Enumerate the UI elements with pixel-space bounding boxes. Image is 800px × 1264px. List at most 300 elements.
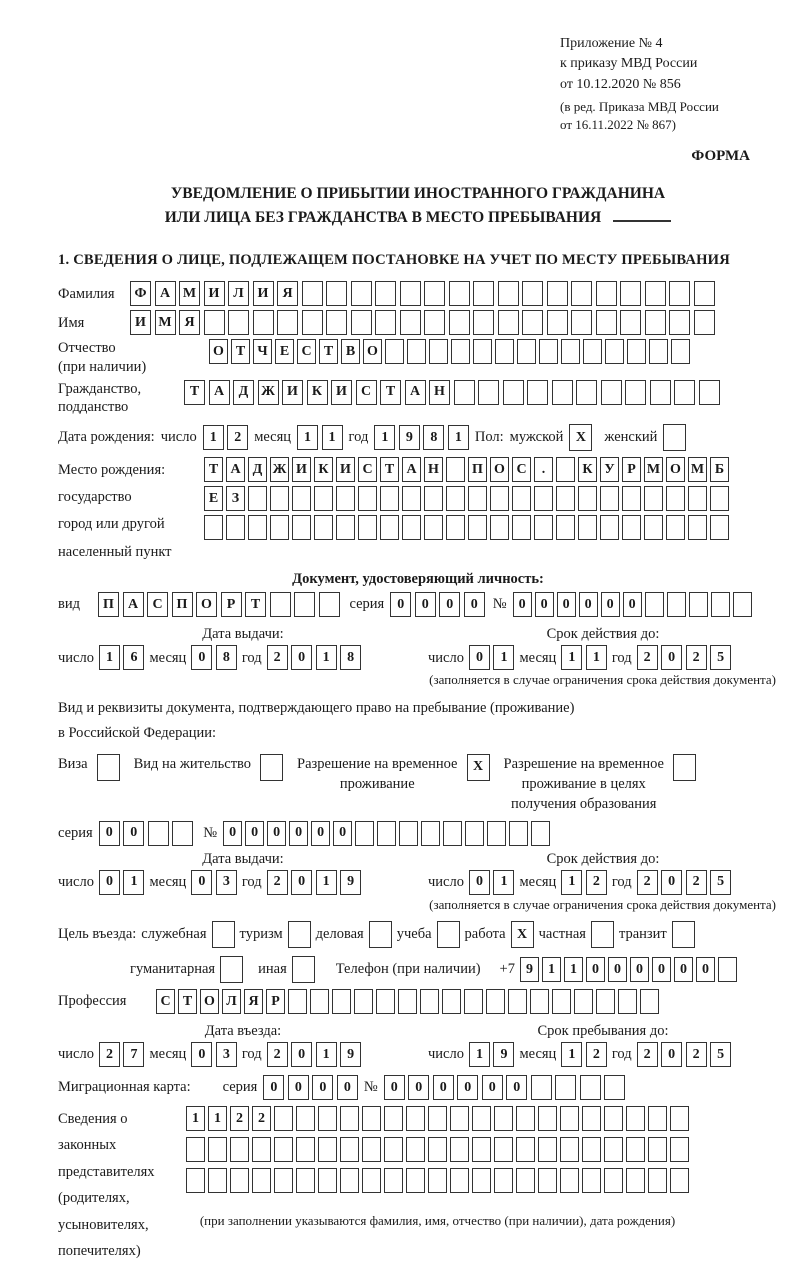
char-box[interactable]: 9 <box>340 1042 361 1067</box>
char-box[interactable] <box>522 310 543 335</box>
char-box[interactable] <box>449 310 470 335</box>
char-box[interactable] <box>442 989 461 1014</box>
char-box[interactable]: 1 <box>316 870 337 895</box>
char-box[interactable] <box>622 515 641 540</box>
char-box[interactable] <box>509 821 528 846</box>
char-box[interactable] <box>645 310 666 335</box>
char-box[interactable] <box>694 310 715 335</box>
char-box[interactable]: П <box>468 457 487 482</box>
char-box[interactable] <box>710 515 729 540</box>
char-box[interactable]: 8 <box>216 645 237 670</box>
char-box[interactable] <box>556 457 575 482</box>
char-box[interactable] <box>292 515 311 540</box>
char-box[interactable] <box>230 1137 249 1162</box>
char-box[interactable]: И <box>331 380 352 405</box>
char-box[interactable]: 6 <box>123 645 144 670</box>
char-box[interactable] <box>495 339 514 364</box>
char-box[interactable] <box>424 515 443 540</box>
char-box[interactable]: И <box>253 281 274 306</box>
char-box[interactable] <box>318 1168 337 1193</box>
char-box[interactable] <box>644 486 663 511</box>
char-box[interactable]: 1 <box>564 957 583 982</box>
char-box[interactable] <box>450 1137 469 1162</box>
char-box[interactable]: И <box>336 457 355 482</box>
char-box[interactable]: 2 <box>686 645 707 670</box>
char-box[interactable] <box>473 281 494 306</box>
char-box[interactable] <box>340 1106 359 1131</box>
char-box[interactable] <box>620 310 641 335</box>
char-box[interactable]: 1 <box>493 870 514 895</box>
char-box[interactable] <box>670 1168 689 1193</box>
char-box[interactable] <box>666 486 685 511</box>
char-box[interactable]: 0 <box>557 592 576 617</box>
char-box[interactable]: 1 <box>561 1042 582 1067</box>
char-box[interactable] <box>596 989 615 1014</box>
char-box[interactable]: 5 <box>710 645 731 670</box>
char-box[interactable] <box>648 1168 667 1193</box>
char-box[interactable]: 9 <box>340 870 361 895</box>
char-box[interactable] <box>248 515 267 540</box>
char-box[interactable]: Т <box>319 339 338 364</box>
char-box[interactable]: 0 <box>579 592 598 617</box>
checkbox-private[interactable] <box>591 921 614 948</box>
char-box[interactable] <box>292 486 311 511</box>
char-box[interactable] <box>669 310 690 335</box>
char-box[interactable] <box>538 1168 557 1193</box>
char-box[interactable] <box>650 380 671 405</box>
char-box[interactable] <box>670 1106 689 1131</box>
char-box[interactable] <box>375 281 396 306</box>
char-box[interactable]: 7 <box>123 1042 144 1067</box>
checkbox-business[interactable] <box>369 921 392 948</box>
char-box[interactable] <box>380 486 399 511</box>
char-box[interactable] <box>399 821 418 846</box>
char-box[interactable] <box>326 281 347 306</box>
char-box[interactable] <box>531 821 550 846</box>
checkbox-visa[interactable] <box>97 754 120 781</box>
char-box[interactable]: Я <box>277 281 298 306</box>
char-box[interactable] <box>449 281 470 306</box>
checkbox-male[interactable]: X <box>569 424 592 451</box>
char-box[interactable]: 2 <box>586 870 607 895</box>
char-box[interactable] <box>627 339 646 364</box>
char-box[interactable] <box>534 486 553 511</box>
char-box[interactable] <box>560 1137 579 1162</box>
char-box[interactable] <box>450 1168 469 1193</box>
char-box[interactable] <box>407 339 426 364</box>
char-box[interactable]: Б <box>710 457 729 482</box>
char-box[interactable]: 0 <box>630 957 649 982</box>
char-box[interactable]: К <box>578 457 597 482</box>
char-box[interactable]: 0 <box>291 870 312 895</box>
char-box[interactable] <box>578 515 597 540</box>
char-box[interactable] <box>296 1106 315 1131</box>
char-box[interactable]: 0 <box>123 821 144 846</box>
char-box[interactable] <box>226 515 245 540</box>
char-box[interactable] <box>604 1168 623 1193</box>
char-box[interactable]: 0 <box>433 1075 454 1100</box>
char-box[interactable]: 0 <box>312 1075 333 1100</box>
char-box[interactable] <box>666 515 685 540</box>
char-box[interactable] <box>582 1168 601 1193</box>
char-box[interactable] <box>270 592 291 617</box>
char-box[interactable] <box>490 515 509 540</box>
char-box[interactable] <box>336 486 355 511</box>
char-box[interactable]: 1 <box>469 1042 490 1067</box>
char-box[interactable] <box>314 486 333 511</box>
char-box[interactable] <box>604 1137 623 1162</box>
char-box[interactable] <box>626 1137 645 1162</box>
char-box[interactable] <box>400 310 421 335</box>
char-box[interactable] <box>270 486 289 511</box>
char-box[interactable] <box>486 989 505 1014</box>
char-box[interactable]: 0 <box>469 645 490 670</box>
char-box[interactable] <box>571 310 592 335</box>
checkbox-residence-permit[interactable] <box>260 754 283 781</box>
char-box[interactable]: Р <box>266 989 285 1014</box>
char-box[interactable] <box>252 1137 271 1162</box>
char-box[interactable] <box>472 1168 491 1193</box>
char-box[interactable] <box>530 989 549 1014</box>
checkbox-transit[interactable] <box>672 921 695 948</box>
char-box[interactable] <box>645 592 664 617</box>
char-box[interactable]: М <box>688 457 707 482</box>
char-box[interactable] <box>494 1168 513 1193</box>
char-box[interactable] <box>618 989 637 1014</box>
char-box[interactable] <box>340 1168 359 1193</box>
char-box[interactable]: 0 <box>191 1042 212 1067</box>
char-box[interactable] <box>578 486 597 511</box>
char-box[interactable] <box>358 515 377 540</box>
char-box[interactable] <box>274 1168 293 1193</box>
char-box[interactable] <box>547 310 568 335</box>
char-box[interactable]: 1 <box>297 425 318 450</box>
char-box[interactable] <box>336 515 355 540</box>
char-box[interactable]: П <box>172 592 193 617</box>
char-box[interactable]: 2 <box>267 1042 288 1067</box>
char-box[interactable]: С <box>358 457 377 482</box>
char-box[interactable] <box>186 1168 205 1193</box>
char-box[interactable] <box>561 339 580 364</box>
char-box[interactable]: 0 <box>469 870 490 895</box>
char-box[interactable]: Я <box>244 989 263 1014</box>
checkbox-other[interactable] <box>292 956 315 983</box>
char-box[interactable]: Ж <box>258 380 279 405</box>
char-box[interactable]: И <box>130 310 151 335</box>
char-box[interactable]: 2 <box>686 1042 707 1067</box>
char-box[interactable]: К <box>314 457 333 482</box>
char-box[interactable] <box>270 515 289 540</box>
char-box[interactable] <box>688 515 707 540</box>
char-box[interactable]: 2 <box>267 645 288 670</box>
char-box[interactable]: 0 <box>267 821 286 846</box>
char-box[interactable] <box>296 1168 315 1193</box>
char-box[interactable] <box>424 486 443 511</box>
char-box[interactable] <box>580 1075 601 1100</box>
char-box[interactable] <box>429 339 448 364</box>
char-box[interactable]: 1 <box>99 645 120 670</box>
char-box[interactable]: 1 <box>561 645 582 670</box>
char-box[interactable] <box>446 515 465 540</box>
char-box[interactable] <box>478 380 499 405</box>
char-box[interactable] <box>400 281 421 306</box>
char-box[interactable]: Ф <box>130 281 151 306</box>
char-box[interactable] <box>398 989 417 1014</box>
char-box[interactable]: А <box>226 457 245 482</box>
char-box[interactable] <box>512 515 531 540</box>
char-box[interactable] <box>517 339 536 364</box>
char-box[interactable]: 1 <box>123 870 144 895</box>
char-box[interactable]: 0 <box>601 592 620 617</box>
char-box[interactable]: 9 <box>493 1042 514 1067</box>
char-box[interactable] <box>208 1168 227 1193</box>
char-box[interactable] <box>454 380 475 405</box>
char-box[interactable]: 0 <box>390 592 411 617</box>
char-box[interactable] <box>648 1106 667 1131</box>
char-box[interactable] <box>649 339 668 364</box>
char-box[interactable]: О <box>363 339 382 364</box>
char-box[interactable]: 2 <box>252 1106 271 1131</box>
char-box[interactable] <box>230 1168 249 1193</box>
char-box[interactable] <box>508 989 527 1014</box>
char-box[interactable] <box>464 989 483 1014</box>
char-box[interactable] <box>406 1137 425 1162</box>
char-box[interactable] <box>450 1106 469 1131</box>
char-box[interactable]: О <box>200 989 219 1014</box>
char-box[interactable]: 2 <box>686 870 707 895</box>
char-box[interactable]: 0 <box>457 1075 478 1100</box>
char-box[interactable] <box>421 821 440 846</box>
char-box[interactable]: 0 <box>696 957 715 982</box>
char-box[interactable] <box>547 281 568 306</box>
char-box[interactable]: 2 <box>637 645 658 670</box>
char-box[interactable] <box>522 281 543 306</box>
char-box[interactable]: С <box>297 339 316 364</box>
char-box[interactable]: Ж <box>270 457 289 482</box>
char-box[interactable] <box>446 457 465 482</box>
char-box[interactable]: Т <box>231 339 250 364</box>
char-box[interactable]: 0 <box>99 870 120 895</box>
char-box[interactable] <box>516 1106 535 1131</box>
char-box[interactable]: З <box>226 486 245 511</box>
char-box[interactable] <box>384 1106 403 1131</box>
char-box[interactable]: 8 <box>340 645 361 670</box>
char-box[interactable] <box>710 486 729 511</box>
char-box[interactable] <box>583 339 602 364</box>
char-box[interactable]: 0 <box>99 821 120 846</box>
char-box[interactable]: А <box>123 592 144 617</box>
char-box[interactable] <box>318 1106 337 1131</box>
char-box[interactable]: 2 <box>586 1042 607 1067</box>
char-box[interactable] <box>503 380 524 405</box>
char-box[interactable]: 0 <box>384 1075 405 1100</box>
char-box[interactable] <box>406 1168 425 1193</box>
char-box[interactable] <box>538 1106 557 1131</box>
char-box[interactable] <box>620 281 641 306</box>
char-box[interactable] <box>498 310 519 335</box>
char-box[interactable] <box>380 515 399 540</box>
char-box[interactable] <box>516 1168 535 1193</box>
char-box[interactable]: 0 <box>661 645 682 670</box>
char-box[interactable]: 0 <box>263 1075 284 1100</box>
char-box[interactable]: 5 <box>710 1042 731 1067</box>
char-box[interactable] <box>556 486 575 511</box>
char-box[interactable] <box>228 310 249 335</box>
char-box[interactable] <box>527 380 548 405</box>
char-box[interactable] <box>494 1106 513 1131</box>
char-box[interactable]: 2 <box>99 1042 120 1067</box>
char-box[interactable] <box>626 1168 645 1193</box>
char-box[interactable]: А <box>155 281 176 306</box>
char-box[interactable] <box>711 592 730 617</box>
char-box[interactable] <box>355 821 374 846</box>
char-box[interactable] <box>473 339 492 364</box>
char-box[interactable] <box>186 1137 205 1162</box>
char-box[interactable]: Т <box>380 457 399 482</box>
char-box[interactable] <box>362 1137 381 1162</box>
char-box[interactable] <box>644 515 663 540</box>
char-box[interactable] <box>384 1168 403 1193</box>
char-box[interactable] <box>248 486 267 511</box>
char-box[interactable] <box>326 310 347 335</box>
char-box[interactable]: Е <box>204 486 223 511</box>
char-box[interactable] <box>148 821 169 846</box>
char-box[interactable]: 0 <box>506 1075 527 1100</box>
char-box[interactable] <box>539 339 558 364</box>
char-box[interactable]: Д <box>248 457 267 482</box>
char-box[interactable] <box>351 281 372 306</box>
char-box[interactable] <box>576 380 597 405</box>
char-box[interactable]: С <box>356 380 377 405</box>
char-box[interactable] <box>384 1137 403 1162</box>
char-box[interactable] <box>473 310 494 335</box>
char-box[interactable] <box>376 989 395 1014</box>
char-box[interactable]: 1 <box>561 870 582 895</box>
char-box[interactable]: А <box>209 380 230 405</box>
char-box[interactable] <box>494 1137 513 1162</box>
char-box[interactable] <box>274 1137 293 1162</box>
char-box[interactable] <box>671 339 690 364</box>
char-box[interactable] <box>252 1168 271 1193</box>
char-box[interactable]: О <box>490 457 509 482</box>
char-box[interactable]: 1 <box>203 425 224 450</box>
checkbox-female[interactable] <box>663 424 686 451</box>
char-box[interactable] <box>424 281 445 306</box>
char-box[interactable]: О <box>209 339 228 364</box>
char-box[interactable]: 9 <box>399 425 420 450</box>
char-box[interactable] <box>443 821 462 846</box>
char-box[interactable] <box>560 1168 579 1193</box>
char-box[interactable] <box>428 1137 447 1162</box>
char-box[interactable]: 1 <box>322 425 343 450</box>
char-box[interactable] <box>302 281 323 306</box>
char-box[interactable]: 0 <box>623 592 642 617</box>
char-box[interactable]: В <box>341 339 360 364</box>
char-box[interactable] <box>204 515 223 540</box>
char-box[interactable] <box>699 380 720 405</box>
char-box[interactable] <box>487 821 506 846</box>
char-box[interactable] <box>490 486 509 511</box>
char-box[interactable]: 0 <box>289 821 308 846</box>
char-box[interactable]: Т <box>245 592 266 617</box>
char-box[interactable] <box>208 1137 227 1162</box>
char-box[interactable]: 0 <box>535 592 554 617</box>
char-box[interactable]: 0 <box>291 645 312 670</box>
char-box[interactable] <box>465 821 484 846</box>
char-box[interactable]: 0 <box>191 870 212 895</box>
char-box[interactable]: Т <box>178 989 197 1014</box>
char-box[interactable] <box>516 1137 535 1162</box>
char-box[interactable]: С <box>147 592 168 617</box>
char-box[interactable]: 0 <box>333 821 352 846</box>
checkbox-study[interactable] <box>437 921 460 948</box>
char-box[interactable] <box>172 821 193 846</box>
checkbox-temp-residence[interactable]: X <box>467 754 490 781</box>
char-box[interactable]: 8 <box>423 425 444 450</box>
char-box[interactable] <box>468 486 487 511</box>
char-box[interactable] <box>512 486 531 511</box>
char-box[interactable] <box>582 1106 601 1131</box>
char-box[interactable] <box>204 310 225 335</box>
char-box[interactable]: Р <box>622 457 641 482</box>
char-box[interactable]: И <box>204 281 225 306</box>
char-box[interactable] <box>354 989 373 1014</box>
char-box[interactable] <box>362 1106 381 1131</box>
char-box[interactable] <box>600 486 619 511</box>
char-box[interactable] <box>288 989 307 1014</box>
char-box[interactable] <box>340 1137 359 1162</box>
char-box[interactable]: 0 <box>245 821 264 846</box>
char-box[interactable]: Т <box>184 380 205 405</box>
char-box[interactable] <box>604 1106 623 1131</box>
char-box[interactable] <box>302 310 323 335</box>
char-box[interactable] <box>560 1106 579 1131</box>
char-box[interactable] <box>402 515 421 540</box>
char-box[interactable] <box>625 380 646 405</box>
checkbox-humanitarian[interactable] <box>220 956 243 983</box>
char-box[interactable] <box>468 515 487 540</box>
char-box[interactable]: 1 <box>316 1042 337 1067</box>
char-box[interactable] <box>351 310 372 335</box>
char-box[interactable] <box>556 515 575 540</box>
char-box[interactable] <box>253 310 274 335</box>
char-box[interactable]: Д <box>233 380 254 405</box>
char-box[interactable] <box>733 592 752 617</box>
char-box[interactable] <box>604 1075 625 1100</box>
char-box[interactable] <box>332 989 351 1014</box>
char-box[interactable] <box>531 1075 552 1100</box>
char-box[interactable]: 0 <box>408 1075 429 1100</box>
char-box[interactable]: 1 <box>374 425 395 450</box>
char-box[interactable] <box>428 1168 447 1193</box>
char-box[interactable] <box>385 339 404 364</box>
char-box[interactable]: 0 <box>223 821 242 846</box>
char-box[interactable]: . <box>534 457 553 482</box>
char-box[interactable]: 0 <box>586 957 605 982</box>
char-box[interactable]: А <box>402 457 421 482</box>
char-box[interactable] <box>648 1137 667 1162</box>
char-box[interactable] <box>319 592 340 617</box>
char-box[interactable]: 0 <box>482 1075 503 1100</box>
char-box[interactable]: С <box>512 457 531 482</box>
char-box[interactable]: Е <box>275 339 294 364</box>
char-box[interactable]: 0 <box>661 1042 682 1067</box>
char-box[interactable] <box>358 486 377 511</box>
char-box[interactable] <box>310 989 329 1014</box>
char-box[interactable] <box>402 486 421 511</box>
char-box[interactable] <box>582 1137 601 1162</box>
char-box[interactable] <box>294 592 315 617</box>
